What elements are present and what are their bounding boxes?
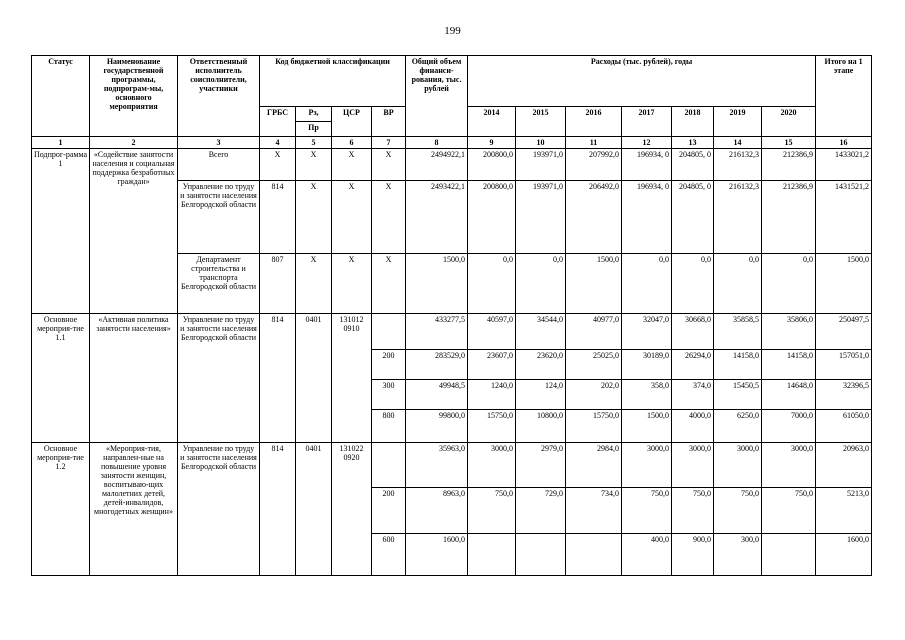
year-cell: 193971,0 xyxy=(516,149,566,181)
total-cell: 2493422,1 xyxy=(406,181,468,254)
column-number: 3 xyxy=(178,137,260,149)
year-cell: 3000,0 xyxy=(468,443,516,488)
column-number: 10 xyxy=(516,137,566,149)
column-number: 2 xyxy=(90,137,178,149)
year-cell: 124,0 xyxy=(516,380,566,410)
year-cell: 14648,0 xyxy=(762,380,816,410)
header-status: Статус xyxy=(32,56,90,137)
rz-cell: Х xyxy=(296,149,332,181)
total-cell: 35963,0 xyxy=(406,443,468,488)
year-cell: 204805, 0 xyxy=(672,149,714,181)
year-cell: 7000,0 xyxy=(762,410,816,443)
total-cell: 8963,0 xyxy=(406,488,468,534)
year-cell: 3000,0 xyxy=(622,443,672,488)
year-cell: 196934, 0 xyxy=(622,149,672,181)
name-cell: «Активная политика занятости населения» xyxy=(90,314,178,443)
header-kbk: Код бюджетной классификации xyxy=(260,56,406,107)
executor-cell: Управление по труду и занятости населения Белгородской области xyxy=(178,314,260,443)
header-year: 2020 xyxy=(762,107,816,137)
vr-cell: Х xyxy=(372,254,406,314)
csr-cell: Х xyxy=(332,149,372,181)
year-cell: 26294,0 xyxy=(672,350,714,380)
column-number: 12 xyxy=(622,137,672,149)
itogo-cell: 157051,0 xyxy=(816,350,872,380)
itogo-cell: 1431521,2 xyxy=(816,181,872,254)
year-cell xyxy=(468,534,516,576)
year-cell xyxy=(566,534,622,576)
grbs-cell: Х xyxy=(260,149,296,181)
year-cell: 0,0 xyxy=(622,254,672,314)
header-vr: ВР xyxy=(372,107,406,137)
year-cell: 750,0 xyxy=(762,488,816,534)
itogo-cell: 1433021,2 xyxy=(816,149,872,181)
year-cell: 15450,5 xyxy=(714,380,762,410)
csr-cell: Х xyxy=(332,181,372,254)
header-year: 2015 xyxy=(516,107,566,137)
name-cell: «Содействие занятости населения и социальная поддержка безработных граждан» xyxy=(90,149,178,314)
header-year: 2016 xyxy=(566,107,622,137)
header-expenses: Расходы (тыс. рублей), годы xyxy=(468,56,816,107)
grbs-cell: 814 xyxy=(260,443,296,576)
rz-cell: 0401 xyxy=(296,443,332,576)
vr-cell: 800 xyxy=(372,410,406,443)
year-cell: 196934, 0 xyxy=(622,181,672,254)
grbs-cell: 807 xyxy=(260,254,296,314)
year-cell: 34544,0 xyxy=(516,314,566,350)
year-cell: 900,0 xyxy=(672,534,714,576)
column-number: 13 xyxy=(672,137,714,149)
itogo-cell: 5213,0 xyxy=(816,488,872,534)
csr-cell: 131012 0910 xyxy=(332,314,372,443)
year-cell: 3000,0 xyxy=(672,443,714,488)
year-cell: 193971,0 xyxy=(516,181,566,254)
year-cell: 2979,0 xyxy=(516,443,566,488)
executor-cell: Департамент строительства и транспорта Белгородской области xyxy=(178,254,260,314)
header-rz: Рз, xyxy=(296,107,332,122)
year-cell: 216132,3 xyxy=(714,181,762,254)
year-cell: 216132,3 xyxy=(714,149,762,181)
year-cell: 30189,0 xyxy=(622,350,672,380)
year-cell: 25025,0 xyxy=(566,350,622,380)
header-grbs: ГРБС xyxy=(260,107,296,137)
csr-cell: Х xyxy=(332,254,372,314)
total-cell: 433277,5 xyxy=(406,314,468,350)
column-number: 8 xyxy=(406,137,468,149)
year-cell: 0,0 xyxy=(516,254,566,314)
total-cell: 99800,0 xyxy=(406,410,468,443)
vr-cell xyxy=(372,314,406,350)
year-cell: 750,0 xyxy=(672,488,714,534)
grbs-cell: 814 xyxy=(260,314,296,443)
year-cell: 6250,0 xyxy=(714,410,762,443)
year-cell: 202,0 xyxy=(566,380,622,410)
year-cell: 358,0 xyxy=(622,380,672,410)
executor-cell: Всего xyxy=(178,149,260,181)
year-cell: 729,0 xyxy=(516,488,566,534)
year-cell: 374,0 xyxy=(672,380,714,410)
csr-cell: 131022 0920 xyxy=(332,443,372,576)
header-year: 2017 xyxy=(622,107,672,137)
year-cell: 734,0 xyxy=(566,488,622,534)
rz-cell: 0401 xyxy=(296,314,332,443)
header-pr: Пр xyxy=(296,122,332,137)
year-cell: 207992,0 xyxy=(566,149,622,181)
year-cell: 1500,0 xyxy=(622,410,672,443)
year-cell: 4000,0 xyxy=(672,410,714,443)
vr-cell: 300 xyxy=(372,380,406,410)
year-cell: 15750,0 xyxy=(468,410,516,443)
year-cell: 3000,0 xyxy=(714,443,762,488)
vr-cell: 200 xyxy=(372,488,406,534)
header-csr: ЦСР xyxy=(332,107,372,137)
year-cell: 212386,9 xyxy=(762,149,816,181)
year-cell: 200800,0 xyxy=(468,181,516,254)
header-year: 2018 xyxy=(672,107,714,137)
year-cell: 30668,0 xyxy=(672,314,714,350)
budget-table xyxy=(31,55,872,576)
itogo-cell: 250497,5 xyxy=(816,314,872,350)
total-cell: 1600,0 xyxy=(406,534,468,576)
year-cell: 400,0 xyxy=(622,534,672,576)
column-number: 5 xyxy=(296,137,332,149)
column-number: 4 xyxy=(260,137,296,149)
itogo-cell: 1500,0 xyxy=(816,254,872,314)
year-cell: 300,0 xyxy=(714,534,762,576)
header-name: Наименование государственной программы, подпрограм-мы, основного мероприятия xyxy=(90,56,178,137)
year-cell: 14158,0 xyxy=(762,350,816,380)
year-cell: 0,0 xyxy=(672,254,714,314)
header-row xyxy=(32,56,872,107)
name-cell: «Мероприя-тия, направлен-ные на повышение уровня занятости женщин, воспитываю-щих малолетних детей, детей-инвалидов, многодетных женщин» xyxy=(90,443,178,576)
page-number: 199 xyxy=(444,25,461,37)
year-cell: 40597,0 xyxy=(468,314,516,350)
year-cell: 0,0 xyxy=(468,254,516,314)
itogo-cell: 32396,5 xyxy=(816,380,872,410)
itogo-cell: 20963,0 xyxy=(816,443,872,488)
year-cell: 750,0 xyxy=(468,488,516,534)
rz-cell: Х xyxy=(296,254,332,314)
status-cell: Основное мероприя-тие 1.2 xyxy=(32,443,90,576)
column-number: 7 xyxy=(372,137,406,149)
year-cell: 0,0 xyxy=(762,254,816,314)
column-number: 1 xyxy=(32,137,90,149)
year-cell: 35806,0 xyxy=(762,314,816,350)
column-number: 15 xyxy=(762,137,816,149)
status-cell: Подпрог-рамма 1 xyxy=(32,149,90,314)
year-cell: 14158,0 xyxy=(714,350,762,380)
year-cell: 1500,0 xyxy=(566,254,622,314)
table-row xyxy=(32,314,872,350)
vr-cell: 600 xyxy=(372,534,406,576)
itogo-cell: 1600,0 xyxy=(816,534,872,576)
table-row xyxy=(32,443,872,488)
executor-cell: Управление по труду и занятости населения Белгородской области xyxy=(178,443,260,576)
year-cell: 750,0 xyxy=(714,488,762,534)
total-cell: 49948,5 xyxy=(406,380,468,410)
year-cell: 10800,0 xyxy=(516,410,566,443)
year-cell: 23607,0 xyxy=(468,350,516,380)
year-cell xyxy=(516,534,566,576)
year-cell: 15750,0 xyxy=(566,410,622,443)
year-cell: 23620,0 xyxy=(516,350,566,380)
column-number: 16 xyxy=(816,137,872,149)
total-cell: 283529,0 xyxy=(406,350,468,380)
vr-cell: Х xyxy=(372,181,406,254)
year-cell: 3000,0 xyxy=(762,443,816,488)
status-cell: Основное мероприя-тие 1.1 xyxy=(32,314,90,443)
header-year: 2014 xyxy=(468,107,516,137)
column-number: 11 xyxy=(566,137,622,149)
year-cell: 2984,0 xyxy=(566,443,622,488)
total-cell: 2494922,1 xyxy=(406,149,468,181)
header-total: Общий объем финанси-рования, тыс. рублей xyxy=(406,56,468,137)
year-cell xyxy=(762,534,816,576)
header-itogo: Итого на 1 этапе xyxy=(816,56,872,137)
column-number: 14 xyxy=(714,137,762,149)
year-cell: 35858,5 xyxy=(714,314,762,350)
year-cell: 200800,0 xyxy=(468,149,516,181)
year-cell: 750,0 xyxy=(622,488,672,534)
vr-cell: Х xyxy=(372,149,406,181)
column-number: 9 xyxy=(468,137,516,149)
table-row xyxy=(32,149,872,181)
rz-cell: Х xyxy=(296,181,332,254)
vr-cell xyxy=(372,443,406,488)
vr-cell: 200 xyxy=(372,350,406,380)
total-cell: 1500,0 xyxy=(406,254,468,314)
column-number: 6 xyxy=(332,137,372,149)
year-cell: 0,0 xyxy=(714,254,762,314)
year-cell: 1240,0 xyxy=(468,380,516,410)
grbs-cell: 814 xyxy=(260,181,296,254)
year-cell: 204805, 0 xyxy=(672,181,714,254)
executor-cell: Управление по труду и занятости населения Белгородской области xyxy=(178,181,260,254)
year-cell: 206492,0 xyxy=(566,181,622,254)
year-cell: 212386,9 xyxy=(762,181,816,254)
year-cell: 40977,0 xyxy=(566,314,622,350)
column-number-row xyxy=(32,137,872,149)
header-year: 2019 xyxy=(714,107,762,137)
itogo-cell: 61050,0 xyxy=(816,410,872,443)
year-cell: 32047,0 xyxy=(622,314,672,350)
header-executor: Ответственный исполнитель соисполнители, участники xyxy=(178,56,260,137)
